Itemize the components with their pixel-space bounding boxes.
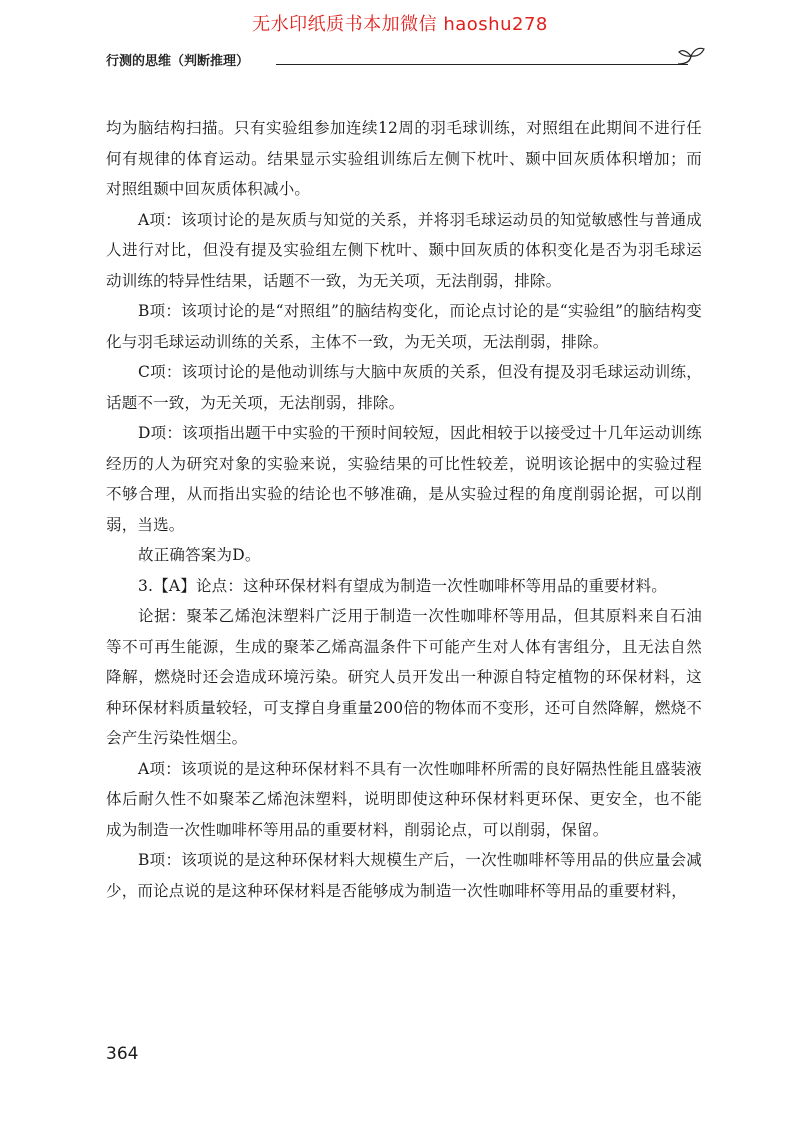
paragraph: A项：该项说的是这种环保材料不具有一次性咖啡杯所需的良好隔热性能且盛装液体后耐久性不如聚苯乙烯泡沫塑料，说明即使这种环保材料更环保、更安全，也不能成为制造一次性咖啡杯等用品的重要材料，削弱论点，可以削弱，保留。 <box>106 759 702 839</box>
paragraph: B项：该项说的是这种环保材料大规模生产后，一次性咖啡杯等用品的供应量会减少，而论点说的是这种环保材料是否能够成为制造一次性咖啡杯等用品的重要材料， <box>106 851 702 900</box>
sprout-icon <box>676 44 706 70</box>
paragraph: B项：该项讨论的是“对照组”的脑结构变化，而论点讨论的是“实验组”的脑结构变化与羽毛球运动训练的关系，主体不一致，为无关项，无法削弱，排除。 <box>106 302 702 351</box>
paragraph: 论据：聚苯乙烯泡沫塑料广泛用于制造一次性咖啡杯等用品，但其原料来自石油等不可再生能源，生成的聚苯乙烯高温条件下可能产生对人体有害组分，且无法自然降解，燃烧时还会造成环境污染。研究人员开发出一种源自特定植物的环保材料，这种环保材料质量较轻，可支撑自身重量200倍的物体而不变形，还可自然降解，燃烧不会产生污染性烟尘。 <box>106 607 702 747</box>
paragraph: C项：该项讨论的是他动训练与大脑中灰质的关系，但没有提及羽毛球运动训练，话题不一致，为无关项，无法削弱，排除。 <box>106 363 702 412</box>
page-number: 364 <box>106 1044 139 1064</box>
paragraph: A项：该项讨论的是灰质与知觉的关系，并将羽毛球运动员的知觉敏感性与普通成人进行对比，但没有提及实验组左侧下枕叶、颞中回灰质的体积变化是否为羽毛球运动训练的特异性结果，话题不一致，为无关项，无法削弱，排除。 <box>106 210 702 290</box>
watermark-text: 无水印纸质书本加微信 haoshu278 <box>252 14 548 35</box>
header-title: 行测的思维（判断推理） <box>106 54 250 69</box>
paragraph: 3.【A】论点：这种环保材料有望成为制造一次性咖啡杯等用品的重要材料。 <box>138 576 667 595</box>
running-header <box>106 50 706 74</box>
paragraph: D项：该项指出题干中实验的干预时间较短，因此相较于以接受过十几年运动训练经历的人为研究对象的实验来说，实验结果的可比性较差，说明该论据中的实验过程不够合理，从而指出实验的结论也不够准确，是从实验过程的角度削弱论据，可以削弱，当选。 <box>106 424 702 534</box>
paragraph: 故正确答案为D。 <box>138 546 261 564</box>
body-text <box>106 113 702 906</box>
paragraph: 均为脑结构扫描。只有实验组参加连续12周的羽毛球训练，对照组在此期间不进行任何有规律的体育运动。结果显示实验组训练后左侧下枕叶、颞中回灰质体积增加；而对照组颞中回灰质体积减小。 <box>106 119 702 198</box>
header-rule <box>276 64 688 65</box>
